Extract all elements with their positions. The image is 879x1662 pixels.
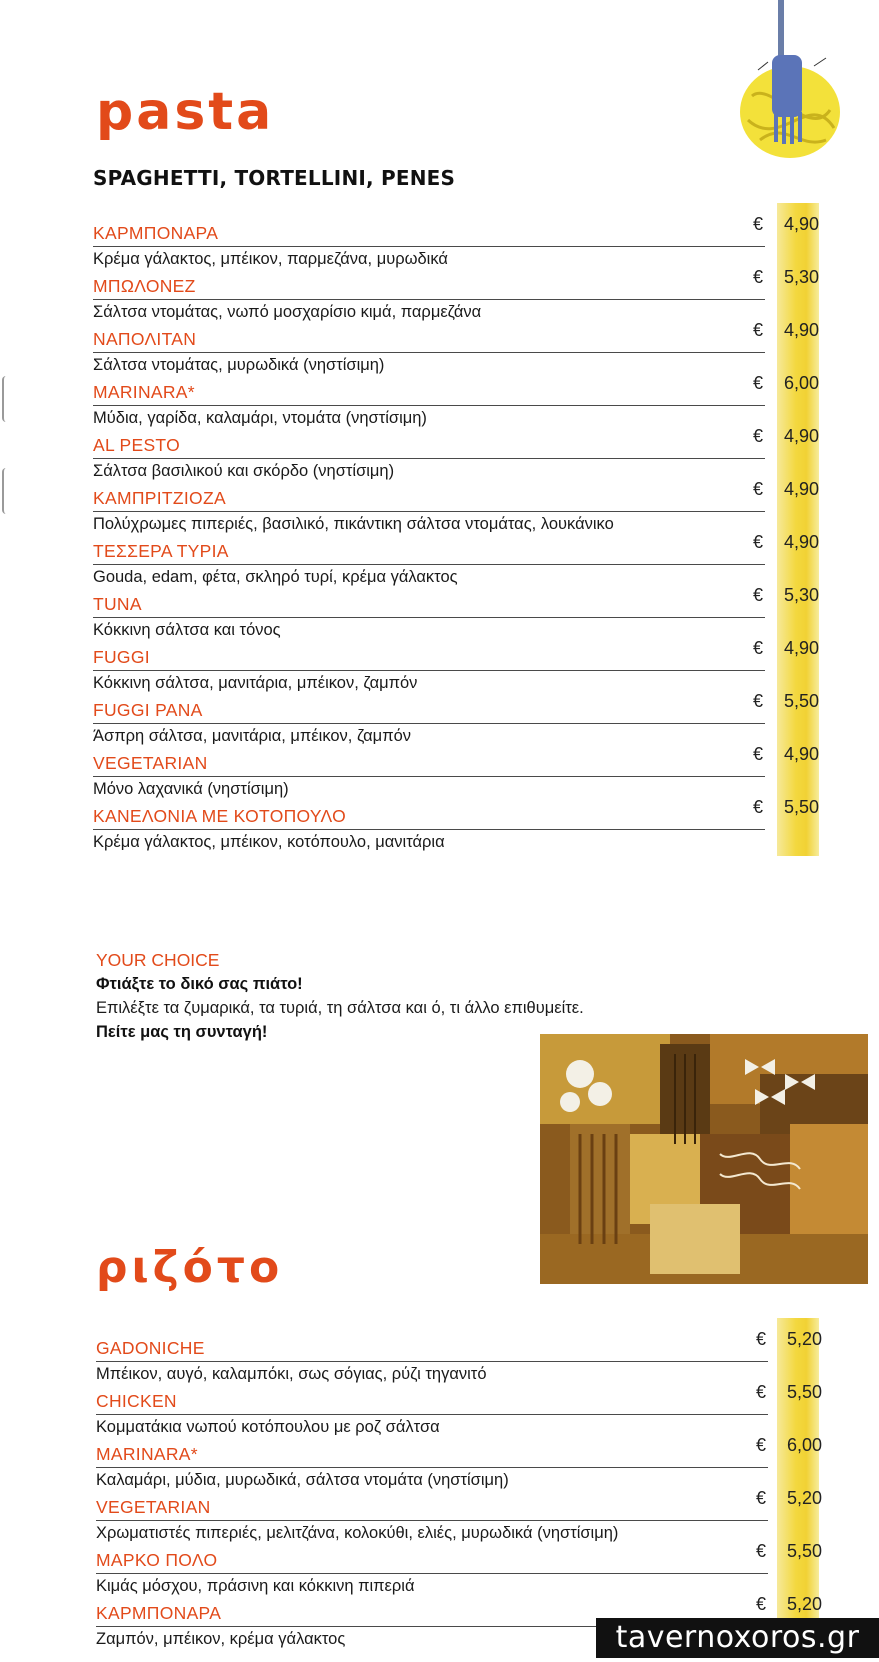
risotto-menu-list [96,1329,822,1651]
item-name: ΚΑΝΕΛΟΝΙΑ ΜΕ ΚΟΤΟΠΟΥΛΟ [93,806,347,826]
pasta-title: pasta [96,82,275,142]
divider [93,458,765,459]
item-price: 5,30 [783,585,819,605]
item-name: TUNA [93,594,142,614]
divider [96,1520,768,1521]
currency-symbol: € [753,479,764,499]
menu-item [93,691,819,748]
currency-symbol: € [753,585,764,605]
divider [93,723,765,724]
currency-symbol: € [753,691,764,711]
site-watermark: tavernoxoros.gr [596,1618,879,1658]
divider [96,1361,768,1362]
item-name: ΜΠΩΛΟΝΕΖ [93,276,196,296]
menu-item [93,638,819,695]
item-name: VEGETARIAN [96,1497,211,1517]
currency-symbol: € [753,532,764,552]
divider [93,405,765,406]
item-name: ΚΑΡΜΠΟΝΑΡΑ [93,223,219,243]
item-price: 6,00 [786,1435,822,1455]
item-price: 5,50 [783,797,819,817]
item-description: Κρέμα γάλακτος, μπέικον, παρμεζάνα, μυρωδικά [93,250,448,268]
menu-item [93,373,819,430]
item-description: Μόνο λαχανικά (νηστίσιμη) [93,780,289,798]
item-price: 4,90 [783,320,819,340]
menu-item [96,1329,822,1386]
item-name: ΝΑΠΟΛΙΤΑΝ [93,329,197,349]
item-price: 5,50 [786,1541,822,1561]
item-description: Άσπρη σάλτσα, μανιτάρια, μπέικον, ζαμπόν [93,727,412,745]
menu-item [96,1541,822,1598]
item-price: 4,90 [783,744,819,764]
item-description: Μύδια, γαρίδα, καλαμάρι, ντομάτα (νηστίσιμη) [93,409,427,427]
divider [96,1414,768,1415]
item-description: Κιμάς μόσχου, πράσινη και κόκκινη πιπεριά [96,1577,415,1595]
currency-symbol: € [753,214,764,234]
item-price: 5,30 [783,267,819,287]
currency-symbol: € [756,1329,767,1349]
item-description: Πολύχρωμες πιπεριές, βασιλικό, πικάντικη σάλτσα ντομάτας, λουκάνικο [93,515,614,533]
menu-item [93,744,819,801]
item-name: VEGETARIAN [93,753,208,773]
item-price: 5,50 [783,691,819,711]
item-name: ΚΑΡΜΠΟΝΑΡΑ [96,1603,222,1623]
currency-symbol: € [753,426,764,446]
your-choice-block [96,948,796,1044]
currency-symbol: € [753,267,764,287]
item-price: 5,20 [786,1594,822,1614]
item-description: Κομματάκια νωπού κοτόπουλου με ροζ σάλτσα [96,1418,440,1436]
your-choice-line: Επιλέξτε τα ζυμαρικά, τα τυριά, τη σάλτσα και ό, τι άλλο επιθυμείτε. [96,999,584,1017]
your-choice-heading: YOUR CHOICE [96,950,220,970]
item-description: Καλαμάρι, μύδια, μυρωδικά, σάλτσα ντομάτα (νηστίσιμη) [96,1471,509,1489]
item-price: 4,90 [783,532,819,552]
item-price: 4,90 [783,426,819,446]
item-description: Ζαμπόν, μπέικον, κρέμα γάλακτος [96,1630,346,1648]
your-choice-line: Πείτε μας τη συνταγή! [96,1023,268,1041]
your-choice-line: Φτιάξτε το δικό σας πιάτο! [96,975,303,993]
menu-item [96,1435,822,1492]
divider [93,670,765,671]
divider [93,299,765,300]
currency-symbol: € [756,1382,767,1402]
item-name: ΚΑΜΠΡΙΤΖΙΟΖΑ [93,488,226,508]
item-price: 5,20 [786,1329,822,1349]
menu-item [93,214,819,271]
menu-item [93,267,819,324]
menu-item [93,320,819,377]
item-description: Μπέικον, αυγό, καλαμπόκι, σως σόγιας, ρύζι τηγανιτό [96,1365,487,1383]
item-name: ΤΕΣΣΕΡΑ ΤΥΡΙΑ [93,541,229,561]
item-description: Gouda, edam, φέτα, σκληρό τυρί, κρέμα γάλακτος [93,568,458,586]
item-description: Σάλτσα ντομάτας, νωπό μοσχαρίσιο κιμά, παρμεζάνα [93,303,482,321]
divider [93,352,765,353]
item-name: MARINARA* [96,1444,198,1464]
menu-item [96,1382,822,1439]
currency-symbol: € [753,373,764,393]
item-description: Κόκκινη σάλτσα, μανιτάρια, μπέικον, ζαμπόν [93,674,418,692]
divider [96,1573,768,1574]
item-name: MARINARA* [93,382,195,402]
item-description: Σάλτσα βασιλικού και σκόρδο (νηστίσιμη) [93,462,395,480]
item-description: Κρέμα γάλακτος, μπέικον, κοτόπουλο, μανιτάρια [93,833,445,851]
currency-symbol: € [756,1594,767,1614]
currency-symbol: € [756,1435,767,1455]
divider [93,246,765,247]
divider [93,776,765,777]
menu-item [93,479,819,536]
pasta-menu-list [93,214,819,854]
item-price: 6,00 [783,373,819,393]
currency-symbol: € [753,638,764,658]
binding-mark [2,468,10,514]
item-description: Κόκκινη σάλτσα και τόνος [93,621,281,639]
risotto-title: ριζότο [96,1242,284,1293]
pasta-illustration [540,1034,868,1284]
item-name: FUGGI [93,647,150,667]
menu-item [93,532,819,589]
item-name: AL PESTO [93,435,181,455]
item-name: GADONICHE [96,1338,205,1358]
item-price: 4,90 [783,638,819,658]
item-price: 4,90 [783,214,819,234]
item-description: Χρωματιστές πιπεριές, μελιτζάνα, κολοκύθι, ελιές, μυρωδικά (νηστίσιμη) [96,1524,619,1542]
fork-logo-icon [730,0,850,170]
divider [96,1467,768,1468]
currency-symbol: € [756,1541,767,1561]
binding-mark [2,376,10,422]
divider [93,829,765,830]
currency-symbol: € [753,744,764,764]
menu-item [93,797,819,854]
item-name: CHICKEN [96,1391,177,1411]
menu-item [93,426,819,483]
menu-item [93,585,819,642]
pasta-subtitle: SPAGHETTI, TORTELLINI, PENES [93,166,456,190]
item-price: 5,20 [786,1488,822,1508]
item-price: 4,90 [783,479,819,499]
item-price: 5,50 [786,1382,822,1402]
item-name: ΜΑΡΚΟ ΠΟΛΟ [96,1550,218,1570]
divider [93,617,765,618]
currency-symbol: € [753,797,764,817]
divider [93,511,765,512]
item-name: FUGGI PANA [93,700,203,720]
menu-item [96,1488,822,1545]
divider [93,564,765,565]
currency-symbol: € [756,1488,767,1508]
item-description: Σάλτσα ντομάτας, μυρωδικά (νηστίσιμη) [93,356,385,374]
currency-symbol: € [753,320,764,340]
